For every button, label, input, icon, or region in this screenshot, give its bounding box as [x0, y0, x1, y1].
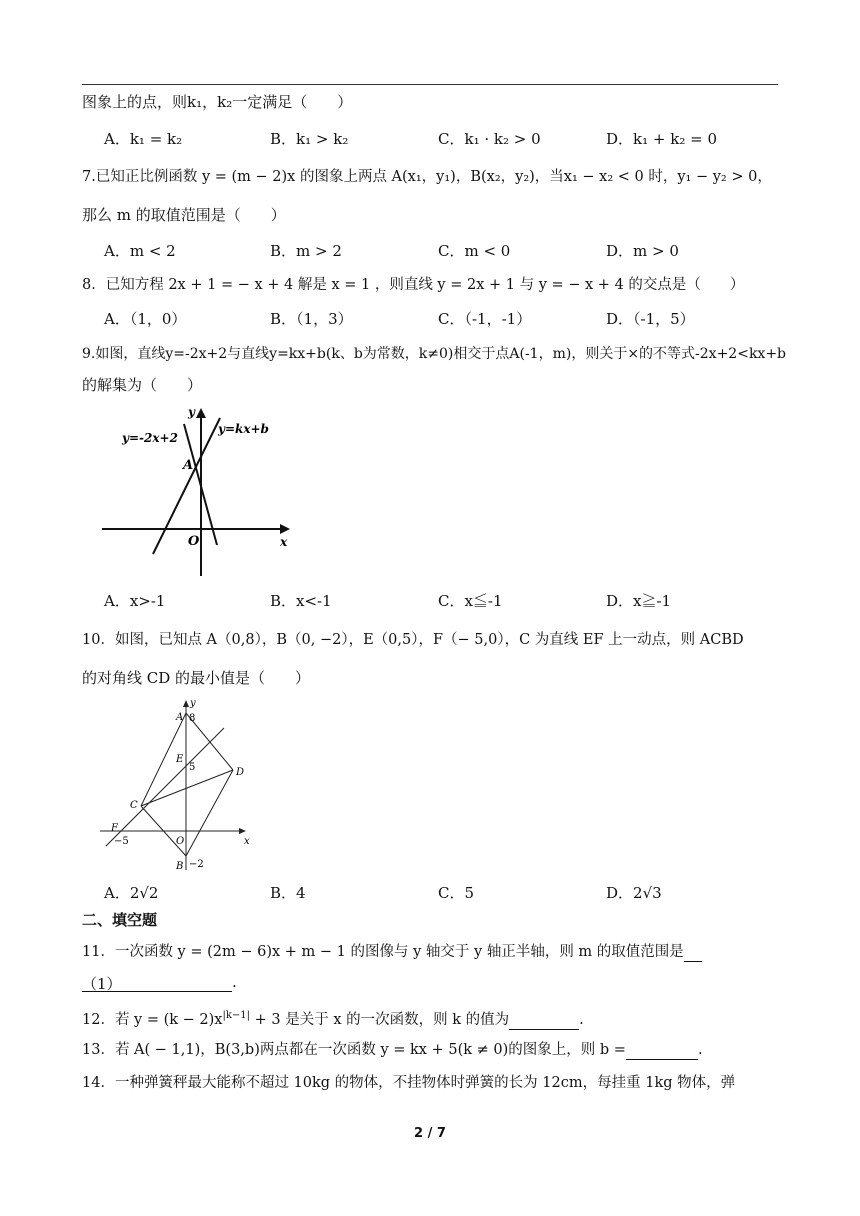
q11-line1: [82, 942, 702, 962]
q13-answer-blank[interactable]: [626, 1042, 698, 1060]
q12-text: 12．若 y = (k − 2)x: [82, 1011, 223, 1028]
q9-option-d: D．x≧-1: [606, 592, 672, 610]
q10-line-ef: [106, 728, 224, 846]
q11-text: 11．一次函数 y = (2m − 6)x + m − 1 的图像与 y 轴交于 y 轴正半轴，则 m 的取值范围是: [82, 944, 684, 960]
q12-rest: + 3 是关于 x 的一次函数，则 k 的值为: [250, 1011, 510, 1028]
q10-label-b: B: [176, 861, 184, 872]
q13-line: [82, 1040, 703, 1060]
q10-label-d: D: [236, 767, 245, 778]
q10-figure: [96, 698, 256, 876]
q10-option-c: C．5: [438, 884, 475, 902]
q9-figure: [100, 402, 300, 580]
q12-exponent: |k−1|: [222, 1010, 251, 1021]
q11-blank-start: [684, 944, 702, 962]
q10-label-x: x: [244, 836, 250, 847]
q10-label-e: E: [176, 754, 184, 765]
q6-option-b: B．k₁ > k₂: [270, 130, 349, 148]
q6-option-d: D．k₁ + k₂ = 0: [606, 130, 717, 148]
q10-label-a: A: [176, 712, 184, 723]
page-number: 2 / 7: [414, 1126, 446, 1141]
q10-label-neg5: −5: [114, 836, 129, 847]
q10-y-arrow: [183, 700, 189, 707]
q10-option-a: A．2√2: [104, 884, 159, 902]
q9-line1: 9.如图，直线y=-2x+2与直线y=kx+b(k、b为常数，k≠0)相交于点A(-1，m)，则关于×的不等式-2x+2<kx+b: [82, 346, 787, 362]
q10-option-b: B．4: [270, 884, 306, 902]
q12-answer-blank[interactable]: [509, 1012, 579, 1030]
q9-option-a: A．x>-1: [104, 592, 166, 610]
q10-label-y: y: [190, 698, 196, 709]
q10-option-d: D．2√3: [606, 884, 662, 902]
q7-line2: 那么 m 的取值范围是（ ）: [82, 206, 286, 224]
q12-line: [82, 1006, 584, 1030]
q13-text: 13．若 A( − 1,1)，B(3,b)两点都在一次函数 y = kx + 5(k ≠ 0)的图象上，则 b =: [82, 1042, 626, 1058]
q10-label-o: O: [176, 836, 185, 847]
header-rule: [82, 84, 778, 85]
q10-seg-bd: [186, 770, 233, 856]
section-heading: 二、填空题: [82, 911, 158, 929]
q11-blank-label: （1）: [82, 975, 122, 993]
q9-label-x: x: [280, 535, 288, 549]
q9-label-a: A: [183, 458, 194, 473]
q7-line1: 7.已知正比例函数 y = (m − 2)x 的图象上两点 A(x₁，y₁)，B(x₂，y₂)，当x₁ − x₂ < 0 时，y₁ − y₂ > 0，: [82, 169, 772, 185]
q6-text: 图象上的点，则k₁，k₂一定满足（ ）: [82, 93, 353, 111]
q11-answer-blank[interactable]: [82, 974, 232, 992]
q9-option-b: B．x<-1: [270, 592, 332, 610]
q11-end: .: [232, 973, 237, 991]
q9-y-arrow: [196, 408, 206, 418]
q9-x-arrow: [280, 524, 290, 534]
q9-label-line1: y=-2x+2: [122, 431, 178, 445]
q8-option-d: D．（-1，5）: [606, 310, 695, 328]
q6-option-a: A．k₁ = k₂: [104, 130, 183, 148]
q8-text: 8．已知方程 2x + 1 = − x + 4 解是 x = 1 ，则直线 y = 2x + 1 与 y = − x + 4 的交点是（ ）: [82, 277, 745, 293]
q13-end: .: [697, 1042, 703, 1058]
q10-line2: 的对角线 CD 的最小值是（ ）: [82, 669, 311, 687]
q6-option-c: C．k₁ · k₂ > 0: [438, 130, 541, 148]
q7-option-b: B．m > 2: [270, 242, 342, 260]
q8-option-c: C．（-1，-1）: [438, 310, 532, 328]
q10-x-arrow: [239, 828, 246, 834]
q10-label-c: C: [130, 800, 138, 811]
q9-label-o: O: [188, 534, 200, 549]
q9-line2: 的解集为（ ）: [82, 376, 203, 394]
q9-label-y: y: [188, 405, 195, 419]
q11-line2: [82, 972, 237, 992]
q8-option-a: A．（1，0）: [104, 310, 187, 328]
q8-option-b: B．（1，3）: [270, 310, 353, 328]
q10-label-f: F: [111, 823, 118, 834]
q10-label-neg2: −2: [189, 859, 204, 870]
q7-option-a: A．m < 2: [104, 242, 176, 260]
q10-label-5: 5: [189, 762, 196, 773]
q9-option-c: C．x≦-1: [438, 592, 503, 610]
q10-diagonal-cd: [141, 770, 233, 806]
q7-option-d: D．m > 0: [606, 242, 679, 260]
q10-line1: 10．如图，已知点 A（0,8），B（0, −2），E（0,5），F（− 5,0），C 为直线 EF 上一动点，则 ACBD: [82, 632, 744, 648]
q10-label-8: 8: [189, 713, 196, 724]
q7-option-c: C．m < 0: [438, 242, 511, 260]
q12-end: .: [579, 1011, 584, 1028]
q9-label-line2: y=kx+b: [218, 422, 269, 436]
q14-text: 14．一种弹簧秤最大能称不超过 10kg 的物体，不挂物体时弹簧的长为 12cm，每挂重 1kg 物体，弹: [82, 1075, 736, 1091]
